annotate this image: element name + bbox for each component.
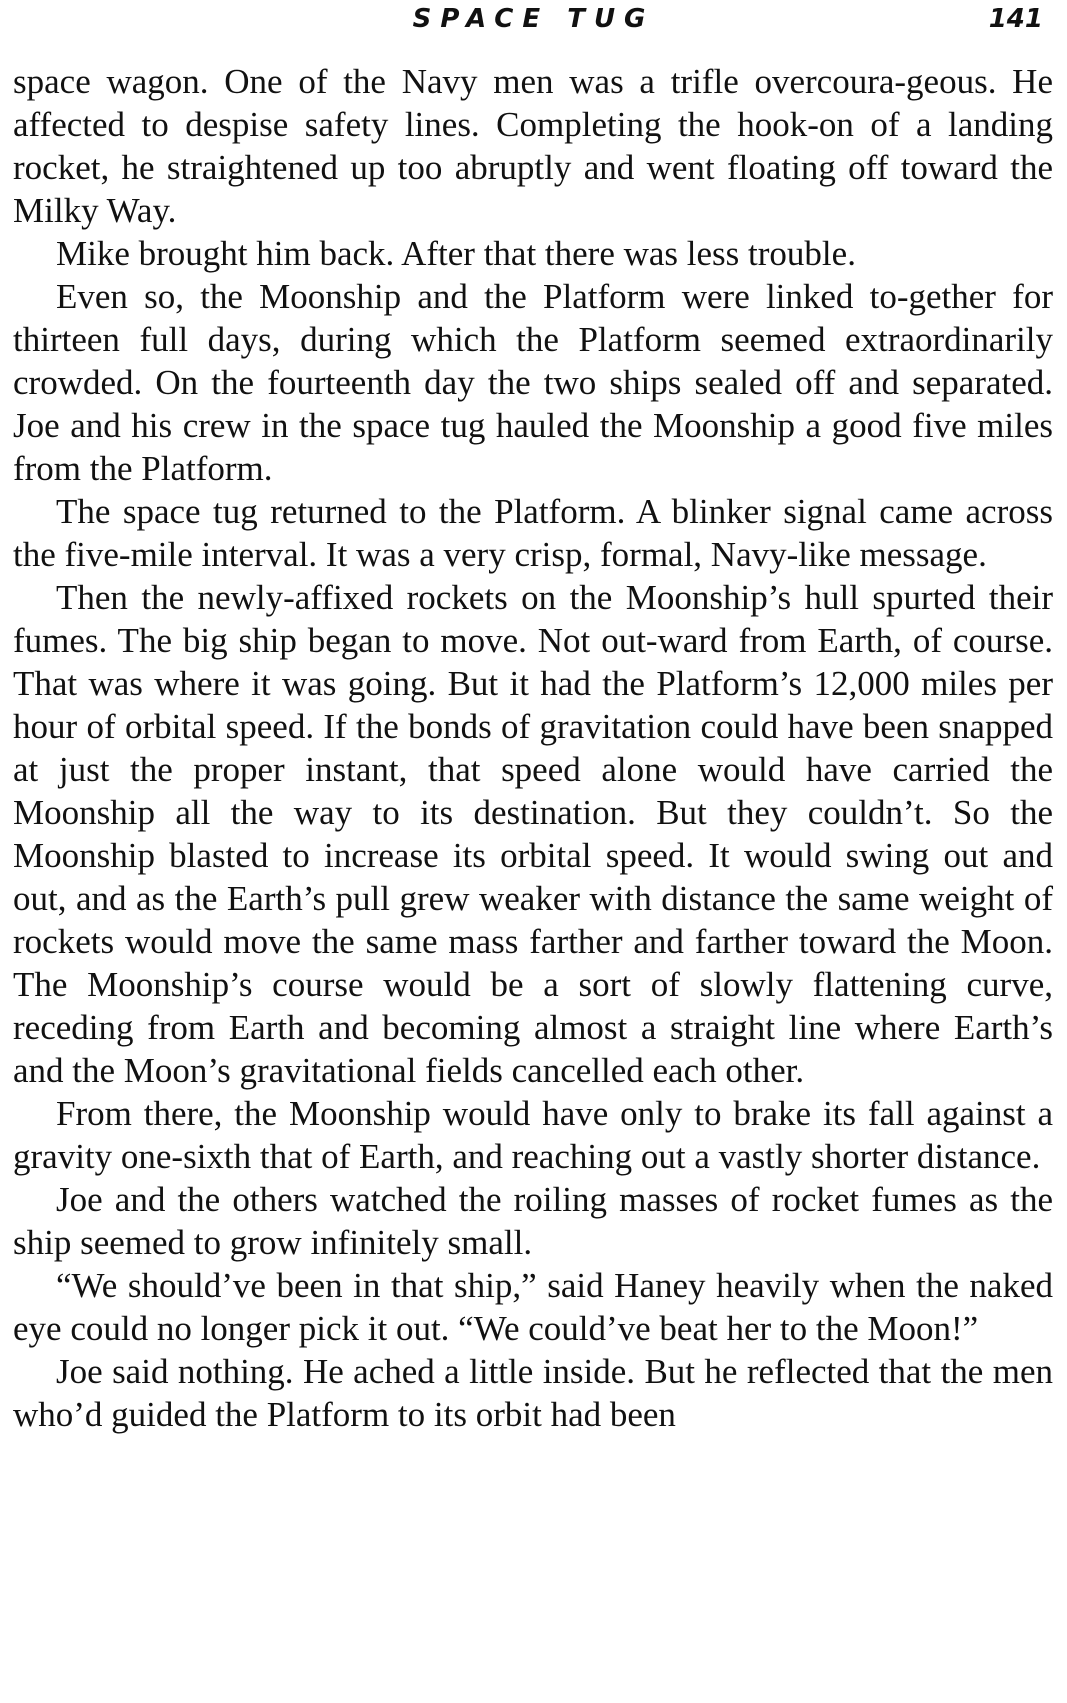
paragraph: “We should’ve been in that ship,” said Haney heavily when the naked eye could no longer pick it out. “We could’ve beat her to the Moon!”	[13, 1266, 1053, 1348]
paragraph: Mike brought him back. After that there was less trouble.	[56, 234, 856, 273]
paragraph: Joe said nothing. He ached a little inside. But he reflected that the men who’d guided the Platform to its orbit had been	[13, 1352, 1053, 1434]
body-text	[13, 60, 1053, 1436]
paragraph: The space tug returned to the Platform. A blinker signal came across the five-mile interval. It was a very crisp, formal, Navy-like message.	[13, 492, 1053, 574]
paragraph: Then the newly-affixed rockets on the Moonship’s hull spurted their fumes. The big ship began to move. Not out-ward from Earth, of course. That was where it was going. But it had the Platform’s 12,000 miles per hour of orbital speed. If the bonds of gravitation could have been snapped at just the proper instant, that speed alone would have carried the Moonship all the way to its destination. But they couldn’t. So the Moonship blasted to increase its orbital speed. It would swing out and out, and as the Earth’s pull grew weaker with distance the same weight of rockets would move the same mass farther and farther toward the Moon. The Moonship’s course would be a sort of slowly flattening curve, receding from Earth and becoming almost a straight line where Earth’s and the Moon’s gravitational fields cancelled each other.	[13, 578, 1053, 1090]
page-number: 141	[988, 4, 1043, 34]
paragraph-continued: space wagon. One of the Navy men was a trifle overcoura-geous. He affected to despise safety lines. Completing the hook-on of a landing rocket, he straightened up too abruptly and went floating off toward the Milky Way.	[13, 62, 1053, 230]
running-title: SPACE TUG	[412, 4, 655, 34]
running-head	[0, 4, 1067, 44]
paragraph: Joe and the others watched the roiling masses of rocket fumes as the ship seemed to grow infinitely small.	[13, 1180, 1053, 1262]
paragraph: From there, the Moonship would have only to brake its fall against a gravity one-sixth that of Earth, and reaching out a vastly shorter distance.	[13, 1094, 1053, 1176]
paragraph: Even so, the Moonship and the Platform were linked to-gether for thirteen full days, during which the Platform seemed extraordinarily crowded. On the fourteenth day the two ships sealed off and separated. Joe and his crew in the space tug hauled the Moonship a good five miles from the Platform.	[13, 277, 1053, 488]
